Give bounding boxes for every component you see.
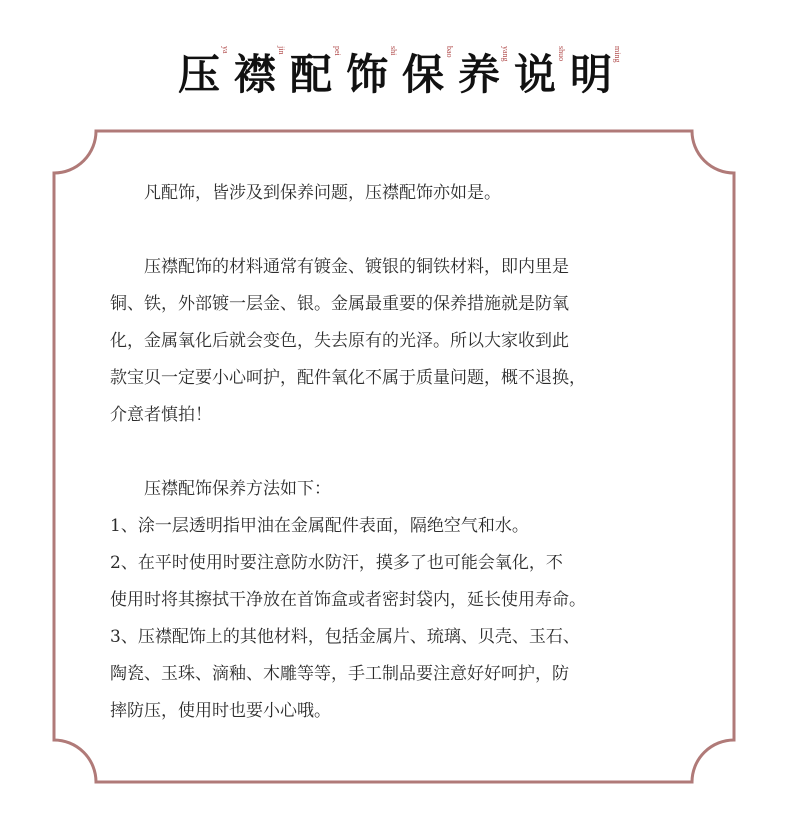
pinyin-annotation: ya xyxy=(221,46,230,54)
pinyin-annotation: shi xyxy=(389,46,398,56)
title-char: 襟 jin xyxy=(233,46,286,99)
method-item: 2、在平时使用时要注意防水防汗，摸多了也可能会氧化，不 xyxy=(110,553,563,573)
material-line: 款宝贝一定要小心呵护，配件氧化不属于质量问题，概不退换， xyxy=(110,368,586,388)
method-item: 摔防压，使用时也要小心哦。 xyxy=(110,701,331,721)
title-char: 保 bao xyxy=(401,46,454,99)
title-char: 养 yang xyxy=(457,46,510,99)
title-char: 配 pei xyxy=(289,46,342,99)
methods-heading: 压襟配饰保养方法如下： xyxy=(144,479,331,499)
pinyin-annotation: pei xyxy=(333,46,342,56)
material-line: 压襟配饰的材料通常有镀金、镀银的铜铁材料，即内里是 xyxy=(144,257,569,277)
pinyin-annotation: ming xyxy=(613,46,622,63)
pinyin-annotation: bao xyxy=(445,46,454,58)
title-char: 说 shuo xyxy=(513,46,566,99)
care-instructions xyxy=(110,175,710,730)
material-line: 化，金属氧化后就会变色，失去原有的光泽。所以大家收到此 xyxy=(110,331,569,351)
method-item: 陶瓷、玉珠、滴釉、木雕等等，手工制品要注意好好呵护，防 xyxy=(110,664,569,684)
page-title xyxy=(171,40,622,110)
method-item: 使用时将其擦拭干净放在首饰盒或者密封袋内，延长使用寿命。 xyxy=(110,590,586,610)
title-char: 饰 shi xyxy=(345,46,398,99)
method-item: 1、涂一层透明指甲油在金属配件表面，隔绝空气和水。 xyxy=(110,516,529,536)
pinyin-annotation: shuo xyxy=(557,46,566,62)
pinyin-annotation: yang xyxy=(501,46,510,62)
title-banner xyxy=(0,40,790,110)
material-line: 铜、铁，外部镀一层金、银。金属最重要的保养措施就是防氧 xyxy=(110,294,569,314)
title-char: 明 ming xyxy=(569,46,622,99)
material-line: 介意者慎拍！ xyxy=(110,405,212,425)
method-item: 3、压襟配饰上的其他材料，包括金属片、琉璃、贝壳、玉石、 xyxy=(110,627,580,647)
pinyin-annotation: jin xyxy=(277,46,286,55)
title-char: 压 ya xyxy=(177,46,230,99)
intro-paragraph: 凡配饰，皆涉及到保养问题，压襟配饰亦如是。 xyxy=(144,183,501,203)
